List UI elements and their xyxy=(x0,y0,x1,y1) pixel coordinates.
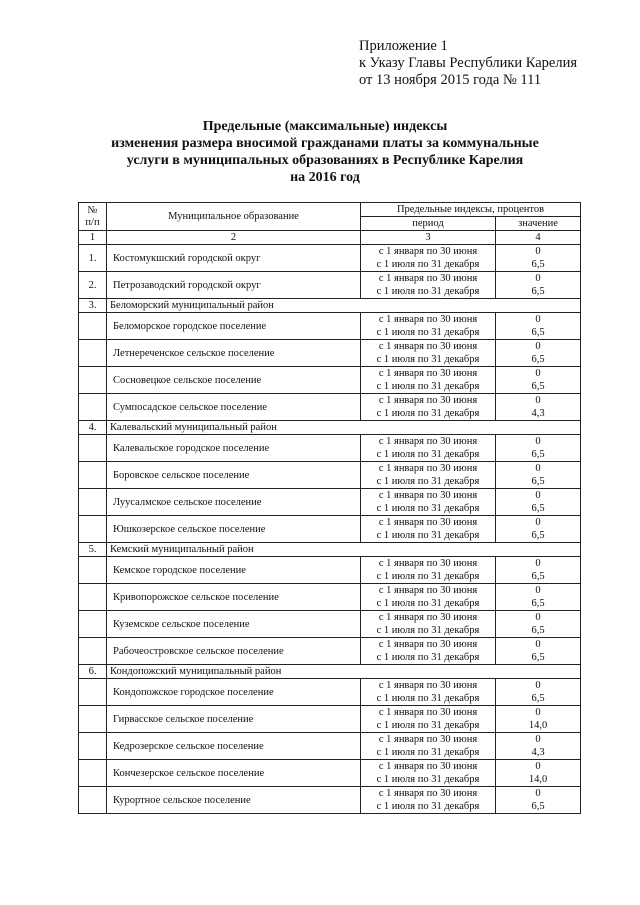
table-row xyxy=(79,557,581,584)
value-cell xyxy=(496,516,581,543)
row-number xyxy=(79,394,107,421)
row-number xyxy=(79,706,107,733)
period-first-half: с 1 января по 30 июня xyxy=(378,761,478,772)
period-cell xyxy=(361,245,496,272)
period-first-half: с 1 января по 30 июня xyxy=(378,341,478,352)
value-second-half: 6,5 xyxy=(531,259,545,270)
header-name: Муниципальное образование xyxy=(107,203,361,231)
municipality-name: Гирвасское сельское поселение xyxy=(107,706,361,733)
value-cell xyxy=(496,489,581,516)
value-cell xyxy=(496,367,581,394)
row-number xyxy=(79,435,107,462)
row-number xyxy=(79,367,107,394)
period-second-half: с 1 июля по 31 декабря xyxy=(376,259,480,270)
value-first-half: 0 xyxy=(535,707,541,718)
colnum-3: 3 xyxy=(361,231,496,245)
district-name: Калевальский муниципальный район xyxy=(107,421,581,435)
value-cell xyxy=(496,272,581,299)
value-second-half: 6,5 xyxy=(531,327,545,338)
table-row xyxy=(79,516,581,543)
period-first-half: с 1 января по 30 июня xyxy=(378,612,478,623)
municipality-name: Кондопожское городское поселение xyxy=(107,679,361,706)
period-cell xyxy=(361,462,496,489)
appendix-line-1: Приложение 1 xyxy=(359,38,448,54)
row-number xyxy=(79,760,107,787)
value-cell xyxy=(496,340,581,367)
value-second-half: 6,5 xyxy=(531,354,545,365)
district-row xyxy=(79,665,581,679)
indices-table xyxy=(78,202,581,814)
period-first-half: с 1 января по 30 июня xyxy=(378,639,478,650)
period-cell xyxy=(361,489,496,516)
period-cell xyxy=(361,367,496,394)
value-second-half: 6,5 xyxy=(531,652,545,663)
period-first-half: с 1 января по 30 июня xyxy=(378,273,478,284)
value-first-half: 0 xyxy=(535,314,541,325)
value-cell xyxy=(496,245,581,272)
table-row xyxy=(79,313,581,340)
table-row xyxy=(79,435,581,462)
table-row xyxy=(79,489,581,516)
appendix-line-3: от 13 ноября 2015 года № 111 xyxy=(359,72,542,88)
period-second-half: с 1 июля по 31 декабря xyxy=(376,693,480,704)
period-second-half: с 1 июля по 31 декабря xyxy=(376,381,480,392)
municipality-name: Кемское городское поселение xyxy=(107,557,361,584)
table-row xyxy=(79,706,581,733)
value-cell xyxy=(496,435,581,462)
value-cell xyxy=(496,394,581,421)
period-first-half: с 1 января по 30 июня xyxy=(378,558,478,569)
table-row xyxy=(79,462,581,489)
municipality-name: Сумпосадское сельское поселение xyxy=(107,394,361,421)
row-number xyxy=(79,557,107,584)
table-row xyxy=(79,787,581,814)
value-first-half: 0 xyxy=(535,490,541,501)
period-first-half: с 1 января по 30 июня xyxy=(378,680,478,691)
municipality-name: Кривопорожское сельское поселение xyxy=(107,584,361,611)
period-second-half: с 1 июля по 31 декабря xyxy=(376,801,480,812)
value-cell xyxy=(496,706,581,733)
value-first-half: 0 xyxy=(535,761,541,772)
title-line-4: на 2016 год xyxy=(290,170,360,185)
period-first-half: с 1 января по 30 июня xyxy=(378,314,478,325)
period-second-half: с 1 июля по 31 декабря xyxy=(376,571,480,582)
value-second-half: 4,3 xyxy=(531,408,545,419)
district-name: Беломорский муниципальный район xyxy=(107,299,581,313)
period-cell xyxy=(361,638,496,665)
title-line-3: услуги в муниципальных образованиях в Республике Карелия xyxy=(126,153,524,168)
period-first-half: с 1 января по 30 июня xyxy=(378,395,478,406)
period-first-half: с 1 января по 30 июня xyxy=(378,490,478,501)
period-second-half: с 1 июля по 31 декабря xyxy=(376,720,480,731)
municipality-name: Кедрозерское сельское поселение xyxy=(107,733,361,760)
value-cell xyxy=(496,638,581,665)
value-second-half: 6,5 xyxy=(531,530,545,541)
value-first-half: 0 xyxy=(535,273,541,284)
row-number xyxy=(79,340,107,367)
value-second-half: 6,5 xyxy=(531,571,545,582)
value-cell xyxy=(496,462,581,489)
period-cell xyxy=(361,679,496,706)
period-second-half: с 1 июля по 31 декабря xyxy=(376,449,480,460)
period-second-half: с 1 июля по 31 декабря xyxy=(376,476,480,487)
municipality-name: Боровское сельское поселение xyxy=(107,462,361,489)
municipality-name: Летнереченское сельское поселение xyxy=(107,340,361,367)
row-number xyxy=(79,679,107,706)
value-first-half: 0 xyxy=(535,558,541,569)
municipality-name: Куземское сельское поселение xyxy=(107,611,361,638)
value-first-half: 0 xyxy=(535,680,541,691)
period-second-half: с 1 июля по 31 декабря xyxy=(376,652,480,663)
row-number xyxy=(79,733,107,760)
table-row xyxy=(79,584,581,611)
district-row xyxy=(79,299,581,313)
period-cell xyxy=(361,584,496,611)
period-cell xyxy=(361,611,496,638)
appendix-line-2: к Указу Главы Республики Карелия xyxy=(359,55,578,71)
district-name: Кондопожский муниципальный район xyxy=(107,665,581,679)
period-cell xyxy=(361,340,496,367)
period-cell xyxy=(361,435,496,462)
municipality-name: Калевальское городское поселение xyxy=(107,435,361,462)
period-cell xyxy=(361,557,496,584)
value-second-half: 6,5 xyxy=(531,598,545,609)
row-number: 3. xyxy=(79,299,107,313)
table-row xyxy=(79,638,581,665)
period-first-half: с 1 января по 30 июня xyxy=(378,707,478,718)
colnum-4: 4 xyxy=(496,231,581,245)
period-second-half: с 1 июля по 31 декабря xyxy=(376,530,480,541)
value-second-half: 6,5 xyxy=(531,449,545,460)
value-second-half: 6,5 xyxy=(531,801,545,812)
row-number: 5. xyxy=(79,543,107,557)
period-cell xyxy=(361,516,496,543)
period-second-half: с 1 июля по 31 декабря xyxy=(376,503,480,514)
value-second-half: 14,0 xyxy=(528,774,548,785)
value-first-half: 0 xyxy=(535,395,541,406)
row-number: 1. xyxy=(79,245,107,272)
period-second-half: с 1 июля по 31 декабря xyxy=(376,286,480,297)
period-first-half: с 1 января по 30 июня xyxy=(378,788,478,799)
value-first-half: 0 xyxy=(535,612,541,623)
municipality-name: Беломорское городское поселение xyxy=(107,313,361,340)
header-value: значение xyxy=(496,217,581,231)
period-cell xyxy=(361,760,496,787)
row-number xyxy=(79,787,107,814)
table-row xyxy=(79,679,581,706)
district-row xyxy=(79,421,581,435)
district-row xyxy=(79,543,581,557)
table-row xyxy=(79,272,581,299)
period-second-half: с 1 июля по 31 декабря xyxy=(376,327,480,338)
table-row xyxy=(79,733,581,760)
header-period: период xyxy=(361,217,496,231)
row-number xyxy=(79,638,107,665)
table-row xyxy=(79,760,581,787)
value-first-half: 0 xyxy=(535,246,541,257)
row-number: 2. xyxy=(79,272,107,299)
value-first-half: 0 xyxy=(535,517,541,528)
period-first-half: с 1 января по 30 июня xyxy=(378,517,478,528)
value-first-half: 0 xyxy=(535,368,541,379)
municipality-name: Костомукшский городской округ xyxy=(107,245,361,272)
value-first-half: 0 xyxy=(535,788,541,799)
period-first-half: с 1 января по 30 июня xyxy=(378,585,478,596)
period-second-half: с 1 июля по 31 декабря xyxy=(376,598,480,609)
row-number xyxy=(79,489,107,516)
table-row xyxy=(79,394,581,421)
value-second-half: 6,5 xyxy=(531,381,545,392)
header-num: № п/п xyxy=(79,203,107,231)
value-second-half: 14,0 xyxy=(528,720,548,731)
title-line-1: Предельные (максимальные) индексы xyxy=(202,119,448,134)
table-row xyxy=(79,340,581,367)
period-first-half: с 1 января по 30 июня xyxy=(378,436,478,447)
value-cell xyxy=(496,787,581,814)
municipality-name: Луусалмское сельское поселение xyxy=(107,489,361,516)
period-second-half: с 1 июля по 31 декабря xyxy=(376,354,480,365)
municipality-name: Кончезерское сельское поселение xyxy=(107,760,361,787)
table-body xyxy=(79,245,581,814)
period-first-half: с 1 января по 30 июня xyxy=(378,246,478,257)
title-line-2: изменения размера вносимой гражданами платы за коммунальные xyxy=(111,136,539,151)
appendix-block xyxy=(359,38,577,89)
row-number xyxy=(79,584,107,611)
row-number xyxy=(79,462,107,489)
header-group: Предельные индексы, процентов xyxy=(361,203,581,217)
value-cell xyxy=(496,679,581,706)
period-second-half: с 1 июля по 31 декабря xyxy=(376,625,480,636)
value-cell xyxy=(496,733,581,760)
value-first-half: 0 xyxy=(535,436,541,447)
table-row xyxy=(79,245,581,272)
value-cell xyxy=(496,584,581,611)
municipality-name: Петрозаводский городской округ xyxy=(107,272,361,299)
value-first-half: 0 xyxy=(535,639,541,650)
period-cell xyxy=(361,706,496,733)
row-number xyxy=(79,516,107,543)
row-number: 6. xyxy=(79,665,107,679)
value-cell xyxy=(496,557,581,584)
period-second-half: с 1 июля по 31 декабря xyxy=(376,747,480,758)
period-second-half: с 1 июля по 31 декабря xyxy=(376,774,480,785)
period-second-half: с 1 июля по 31 декабря xyxy=(376,408,480,419)
row-number xyxy=(79,313,107,340)
municipality-name: Сосновецкое сельское поселение xyxy=(107,367,361,394)
municipality-name: Рабочеостровское сельское поселение xyxy=(107,638,361,665)
value-first-half: 0 xyxy=(535,341,541,352)
value-first-half: 0 xyxy=(535,585,541,596)
period-cell xyxy=(361,733,496,760)
row-number: 4. xyxy=(79,421,107,435)
period-cell xyxy=(361,787,496,814)
colnum-2: 2 xyxy=(107,231,361,245)
colnum-1: 1 xyxy=(79,231,107,245)
value-second-half: 6,5 xyxy=(531,476,545,487)
period-first-half: с 1 января по 30 июня xyxy=(378,734,478,745)
value-first-half: 0 xyxy=(535,734,541,745)
value-second-half: 6,5 xyxy=(531,503,545,514)
period-first-half: с 1 января по 30 июня xyxy=(378,368,478,379)
value-cell xyxy=(496,611,581,638)
district-name: Кемский муниципальный район xyxy=(107,543,581,557)
value-cell xyxy=(496,760,581,787)
value-second-half: 4,3 xyxy=(531,747,545,758)
document-title xyxy=(60,118,590,186)
period-cell xyxy=(361,272,496,299)
value-second-half: 6,5 xyxy=(531,625,545,636)
period-first-half: с 1 января по 30 июня xyxy=(378,463,478,474)
municipality-name: Юшкозерское сельское поселение xyxy=(107,516,361,543)
table-row xyxy=(79,367,581,394)
period-cell xyxy=(361,394,496,421)
period-cell xyxy=(361,313,496,340)
value-cell xyxy=(496,313,581,340)
table-row xyxy=(79,611,581,638)
municipality-name: Курортное сельское поселение xyxy=(107,787,361,814)
value-second-half: 6,5 xyxy=(531,693,545,704)
value-first-half: 0 xyxy=(535,463,541,474)
row-number xyxy=(79,611,107,638)
value-second-half: 6,5 xyxy=(531,286,545,297)
